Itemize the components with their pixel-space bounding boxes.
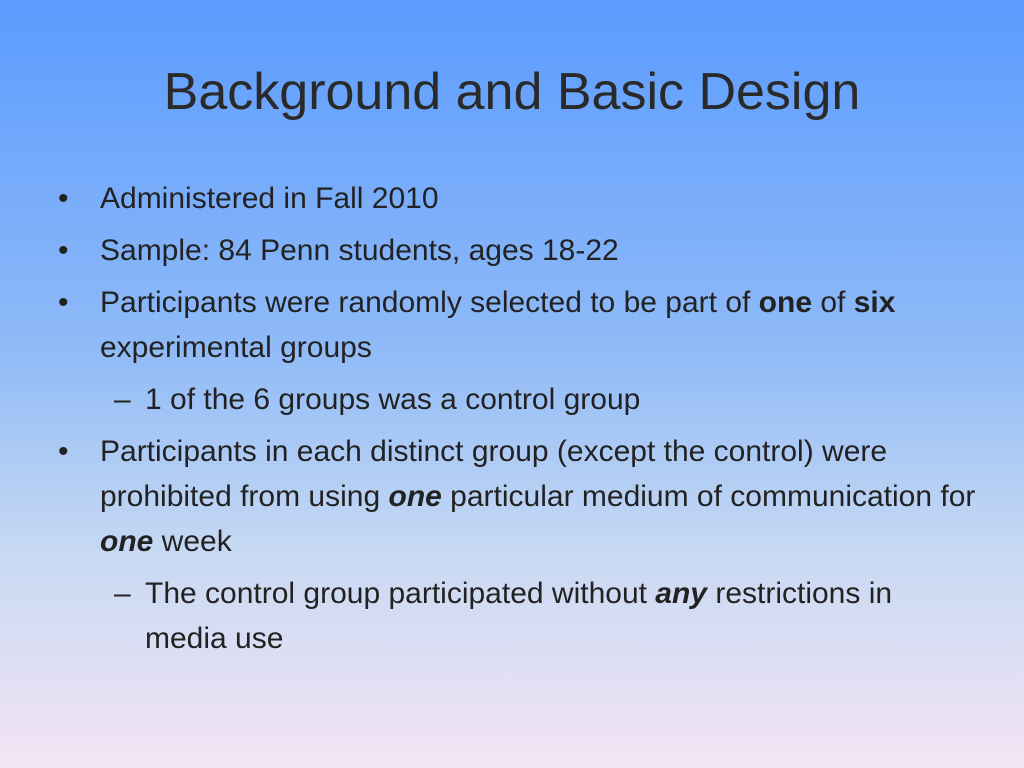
bullet-item [56, 429, 976, 564]
emphasis-text: one [388, 480, 442, 513]
bullet-text: Administered in Fall 2010 [100, 182, 439, 215]
bullet-item [56, 280, 976, 370]
sub-bullet-text: restrictions in media use [145, 577, 893, 655]
bullet-text: week [153, 525, 232, 558]
emphasis-text: any [655, 577, 707, 610]
bullet-text: experimental groups [100, 331, 372, 364]
emphasis-text: one [758, 286, 813, 319]
bullet-text: particular medium of communication for [441, 480, 976, 513]
bullet-marker: • [58, 286, 69, 319]
bullet-item [56, 228, 976, 273]
bullet-marker: • [58, 234, 69, 267]
bullet-text: of [812, 286, 854, 319]
bullet-text: Participants were randomly selected to be part of [100, 286, 759, 319]
sub-bullet-marker: – [114, 577, 131, 610]
sub-bullet-text: 1 of the 6 groups was a control group [145, 383, 641, 416]
bullet-marker: • [58, 435, 69, 468]
slide-title: Background and Basic Design [163, 63, 861, 121]
slide-body [56, 176, 976, 661]
bullet-text: Sample: 84 Penn students, ages 18-22 [100, 234, 619, 267]
bullet-text: Participants in each distinct group (except the control) were prohibited from using [100, 435, 888, 513]
emphasis-text: one [100, 525, 154, 558]
bullet-item [56, 176, 976, 221]
sub-bullet-item [56, 377, 976, 422]
emphasis-text: six [853, 286, 896, 319]
sub-bullet-marker: – [114, 383, 131, 416]
bullet-marker: • [58, 182, 69, 215]
sub-bullet-item [56, 571, 976, 661]
sub-bullet-text: The control group participated without [145, 577, 656, 610]
